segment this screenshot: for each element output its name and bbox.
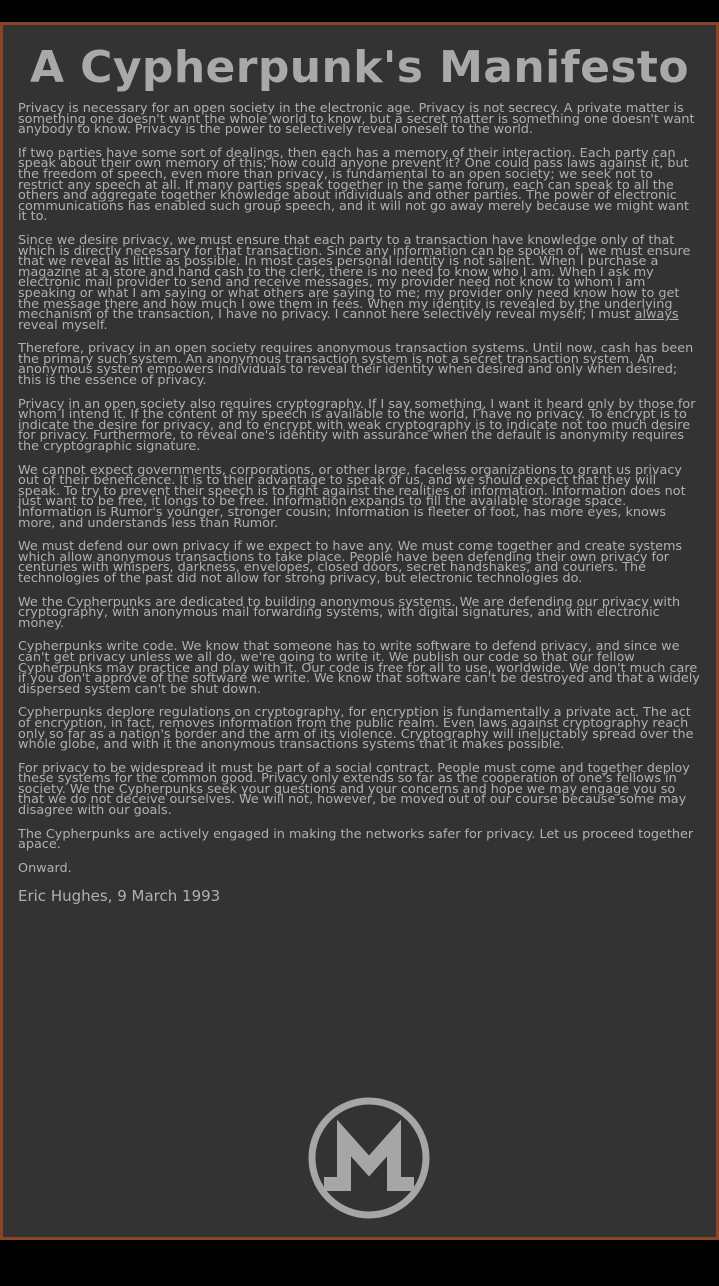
paragraph-8: We the Cypherpunks are dedicated to building anonymous systems. We are defending our privacy with cryptography, with anonymous mail forwarding systems, with digital signatures, and with electronic money.: [18, 594, 681, 631]
paragraph-1: Privacy is necessary for an open society in the electronic age. Privacy is not secrecy. A private matter is something one doesn't want the whole world to know, but a secret matter is something one doesn't want anybody to know. Privacy is the power to selectively reveal oneself to the world.: [18, 101, 695, 138]
monero-logo-icon: [307, 1096, 431, 1220]
paragraph-11: For privacy to be widespread it must be part of a social contract. People must come and together deploy these systems for the common good. Privacy only extends so far as the cooperation of one's fellows in society. We the Cypherpunks seek your questions and your concerns and hope we may engage you so that we do not deceive ourselves. We will not, however, be moved out of our course because some may disagree with our goals.: [18, 760, 690, 819]
manifesto-poster: [0, 22, 719, 1240]
paragraph-4: Therefore, privacy in an open society requires anonymous transaction systems. Until now, cash has been the primary such system. An anonymous transaction system is not a secret transaction system. An anonymous system empowers individuals to reveal their identity when desired and only when desired; this is the essence of privacy.: [18, 341, 694, 389]
paragraph-2: If two parties have some sort of dealings, then each has a memory of their interaction. Each party can speak about their own memory of this; how could anyone prevent it? One could pass laws against it, but the freedom of speech, even more than privacy, is fundamental to an open society; we seek not to restrict any speech at all. If many parties speak together in the same forum, each can speak to all the others and aggregate together knowledge about individuals and other parties. The power of electronic communications has enabled such group speech, and it will not go away merely because we might want it to.: [18, 145, 689, 225]
paragraph-5: Privacy in an open society also requires cryptography. If I say something, I want it heard only by those for whom I intend it. If the content of my speech is available to the world, I have no privacy. To encrypt is to indicate the desire for privacy, and to encrypt with weak cryptography is to indicate not too much desire for privacy. Furthermore, to reveal one's identity with assurance when the default is anonymity requires the cryptographic signature.: [18, 396, 696, 455]
paragraph-6: We cannot expect governments, corporations, or other large, faceless organizations to grant us privacy out of their beneficence. It is to their advantage to speak of us, and we should expect that they will speak. To try to prevent their speech is to fight against the realities of information. Information does not just want to be free, it longs to be free. Information expands to fill the available storage space. Information is Rumor's younger, stronger cousin; Information is fleeter of foot, has more eyes, knows more, and understands less than Rumor.: [18, 462, 686, 531]
emphasis-always: always: [634, 307, 679, 323]
paragraph-7: We must defend our own privacy if we expect to have any. We must come together and create systems which allow anonymous transactions to take place. People have been defending their own privacy for centuries with whispers, darkness, envelopes, closed doors, secret handshakes, and couriers. The technologies of the past did not allow for strong privacy, but electronic technologies do.: [18, 539, 683, 586]
page-title: A Cypherpunk's Manifesto: [29, 42, 689, 93]
paragraph-10: Cypherpunks deplore regulations on cryptography, for encryption is fundamentally a private act. The act of encryption, in fact, removes information from the public realm. Even laws against cryptography reach only so far as a nation's border and the arm of its violence. Cryptography will ineluctably spread over the whole globe, and with it the anonymous transactions systems that it makes possible.: [18, 705, 694, 753]
paragraph-3: [18, 232, 701, 333]
manifesto-body: [18, 101, 701, 906]
paragraph-3-text: Since we desire privacy, we must ensure that each party to a transaction have knowledge only of that which is directly necessary for that transaction. Since any information can be spoken of, we must ensure that we reveal as little as possible. In most cases personal identity is not salient. When I purchase a magazine at a store and hand cash to the clerk, there is no need to know who I am. When I ask my electronic mail provider to send and receive messages, my provider need not know to whom I am speaking or what I am saying or what others are saying to me; my provider only need know how to get the message there and how much I owe them in fees. When my identity is revealed by the underlying mechanism of the transaction, I have no privacy. I cannot here selectively reveal myself; I must: [18, 232, 691, 323]
paragraph-onward: Onward.: [18, 860, 72, 876]
paragraph-3-tail: reveal myself.: [18, 317, 108, 333]
paragraph-9: Cypherpunks write code. We know that someone has to write software to defend privacy, and since we can't get privacy unless we all do, we're going to write it. We publish our code so that our fellow Cypherpunks may practice and play with it. Our code is free for all to use, worldwide. We don't much care if you don't approve of the software we write. We know that software can't be destroyed and that a widely dispersed system can't be shut down.: [18, 639, 700, 697]
paragraph-12: The Cypherpunks are actively engaged in making the networks safer for privacy. Let us proceed together apace.: [18, 826, 694, 853]
signature: Eric Hughes, 9 March 1993: [18, 887, 221, 906]
